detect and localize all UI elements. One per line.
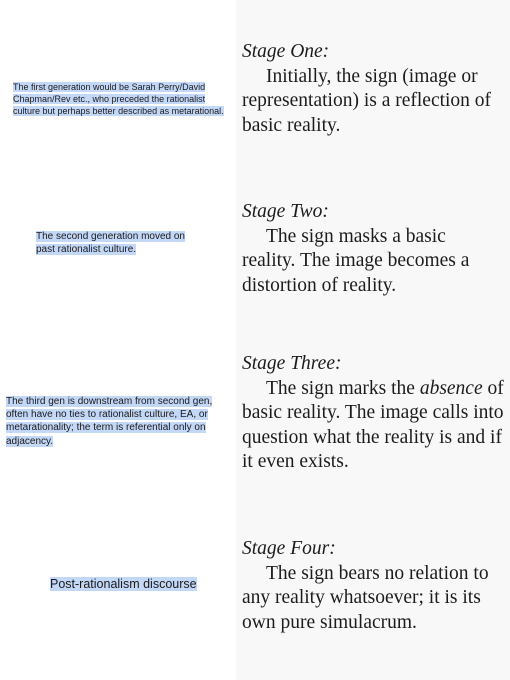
annotation-text: The second generation moved on past rationalist culture. (36, 231, 185, 256)
annotation-text: The first generation would be Sarah Perry/David Chapman/Rev etc., who preceded the rationalist culture but perhaps better described as metarational. (13, 82, 224, 116)
stage-body (242, 562, 504, 636)
annotation-text: Post-rationalism discourse (50, 577, 197, 591)
annotation-first-generation (13, 82, 231, 118)
stage-body (242, 225, 504, 299)
annotation-third-generation (6, 395, 228, 448)
stage-body-text-after: of basic reality. The image calls into question what the reality is and if it even exists. (242, 377, 504, 472)
stage-body-text: The sign bears no relation to any reality whatsoever; it is its own pure simulacrum. (242, 562, 489, 633)
stage-title: Stage Four: (242, 538, 336, 559)
stage-two (242, 200, 504, 298)
stage-one (242, 40, 504, 138)
stage-body-text: Initially, the sign (image or representation) is a reflection of basic reality. (242, 65, 492, 136)
annotation-second-generation (36, 230, 206, 256)
annotation-text: The third gen is downstream from second gen, often have no ties to rationalist culture, EA, or metarationality; the term is referential only on adjacency. (6, 396, 213, 447)
stage-four (242, 537, 504, 635)
stage-body (242, 377, 504, 475)
stage-body-text: The sign masks a basic reality. The image becomes a distortion of reality. (242, 225, 470, 296)
stage-title: Stage Two: (242, 201, 329, 222)
stage-body (242, 65, 504, 139)
stage-body-emphasis: absence (419, 377, 483, 399)
annotation-post-rationalism (50, 576, 210, 593)
stage-body-text: The sign marks the (266, 377, 420, 399)
stage-three (242, 352, 504, 475)
stage-title: Stage Three: (242, 353, 342, 374)
stage-title: Stage One: (242, 41, 330, 62)
